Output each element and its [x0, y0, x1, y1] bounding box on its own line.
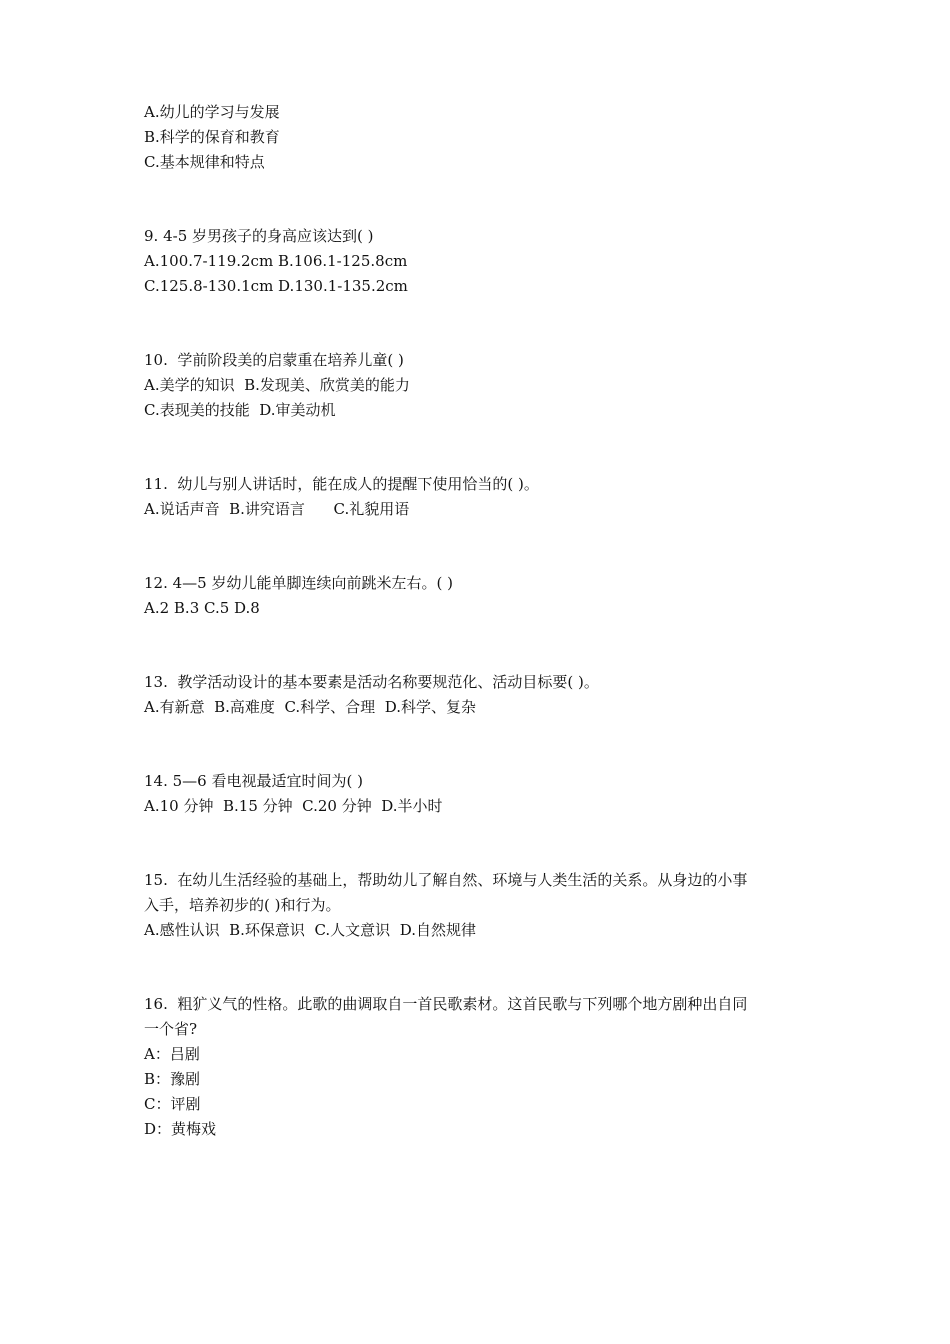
spacer [144, 720, 824, 769]
question-text: 9. 4-5 岁男孩子的身高应该达到( ) [144, 227, 374, 245]
question-16 [144, 992, 824, 1142]
spacer [144, 621, 824, 670]
options-line: A.美学的知识 B.发现美、欣赏美的能力 [144, 376, 410, 394]
options-line: A.说话声音 B.讲究语言 C.礼貌用语 [144, 500, 410, 518]
options-line: A.2 B.3 C.5 D.8 [144, 599, 260, 617]
question-13 [144, 670, 824, 720]
option-a: A.幼儿的学习与发展 [144, 103, 280, 121]
spacer [144, 175, 824, 224]
question-10 [144, 348, 824, 423]
question-15 [144, 868, 824, 943]
question-text: 15. 在幼儿生活经验的基础上，帮助幼儿了解自然、环境与人类生活的关系。从身边的小事 [144, 871, 748, 889]
question-text-continued: 入手，培养初步的( )和行为。 [144, 896, 341, 914]
question-14 [144, 769, 824, 819]
spacer [144, 423, 824, 472]
question-text: 16. 粗犷义气的性格。此歌的曲调取自一首民歌素材。这首民歌与下列哪个地方剧种出自同 [144, 995, 748, 1013]
options-line: A.感性认识 B.环保意识 C.人文意识 D.自然规律 [144, 921, 476, 939]
option-a: A：吕剧 [144, 1045, 200, 1063]
question-9 [144, 224, 824, 299]
options-line: C.表现美的技能 D.审美动机 [144, 401, 336, 419]
option-c: C：评剧 [144, 1095, 201, 1113]
document-page [144, 100, 824, 1142]
option-c: C.基本规律和特点 [144, 153, 265, 171]
spacer [144, 299, 824, 348]
question-text: 11. 幼儿与别人讲话时，能在成人的提醒下使用恰当的( )。 [144, 475, 539, 493]
spacer [144, 819, 824, 868]
option-b: B：豫剧 [144, 1070, 201, 1088]
question-text: 13. 教学活动设计的基本要素是活动名称要规范化、活动目标要( )。 [144, 673, 599, 691]
spacer [144, 943, 824, 992]
options-line: C.125.8-130.1cm D.130.1-135.2cm [144, 277, 408, 295]
options-line: A.有新意 B.高难度 C.科学、合理 D.科学、复杂 [144, 698, 476, 716]
question-text: 14. 5—6 看电视最适宜时间为( ) [144, 772, 363, 790]
question-text: 10. 学前阶段美的启蒙重在培养儿童( ) [144, 351, 404, 369]
options-block-8 [144, 100, 824, 175]
question-text: 12. 4—5 岁幼儿能单脚连续向前跳米左右。( ) [144, 574, 453, 592]
question-11 [144, 472, 824, 522]
question-12 [144, 571, 824, 621]
options-line: A.10 分钟 B.15 分钟 C.20 分钟 D.半小时 [144, 797, 443, 815]
question-text-continued: 一个省? [144, 1020, 198, 1038]
option-d: D：黄梅戏 [144, 1120, 217, 1138]
option-b: B.科学的保育和教育 [144, 128, 280, 146]
options-line: A.100.7-119.2cm B.106.1-125.8cm [144, 252, 408, 270]
spacer [144, 522, 824, 571]
